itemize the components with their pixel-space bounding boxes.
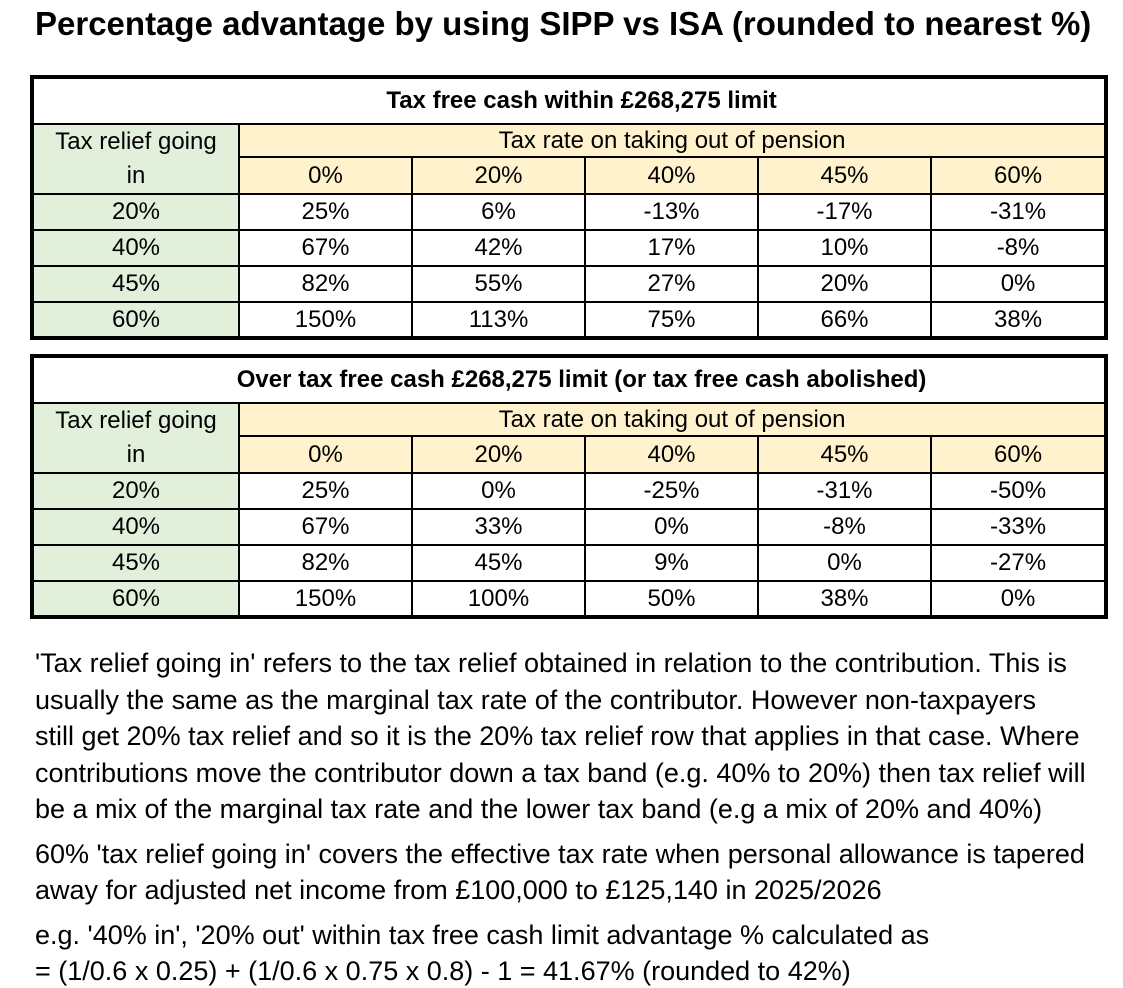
value-cell: 42% — [412, 230, 585, 266]
column-header: 0% — [239, 157, 412, 194]
value-cell: 38% — [931, 302, 1106, 338]
value-cell: 0% — [412, 473, 585, 509]
row-axis-label: Tax relief going in — [55, 128, 217, 189]
value-cell: 9% — [585, 545, 758, 581]
table-row — [32, 266, 1106, 302]
row-label-cell: 20% — [32, 473, 239, 509]
document-page — [0, 5, 1123, 988]
column-header: 0% — [239, 436, 412, 473]
value-cell: 150% — [239, 302, 412, 338]
value-cell: 66% — [758, 302, 931, 338]
row-label-cell: 60% — [32, 581, 239, 617]
row-label-cell: 40% — [32, 230, 239, 266]
value-cell: -17% — [758, 194, 931, 230]
note-line: 'Tax relief going in' refers to the tax relief obtained in relation to the contribution. This is — [35, 648, 1067, 678]
page-title: Percentage advantage by using SIPP vs ISA (rounded to nearest %) — [35, 5, 1092, 42]
value-cell: 82% — [239, 545, 412, 581]
value-cell: 113% — [412, 302, 585, 338]
value-cell: 38% — [758, 581, 931, 617]
value-cell: 27% — [585, 266, 758, 302]
value-cell: 100% — [412, 581, 585, 617]
value-cell: -31% — [758, 473, 931, 509]
value-cell: -8% — [758, 509, 931, 545]
column-header: 40% — [585, 157, 758, 194]
column-header: 20% — [412, 157, 585, 194]
table-over-tax-free-limit — [30, 354, 1108, 619]
value-cell: 25% — [239, 194, 412, 230]
table-row — [32, 302, 1106, 338]
table-within-tax-free-limit — [30, 75, 1108, 340]
note-line: 60% 'tax relief going in' covers the effective tax rate when personal allowance is tapered — [35, 838, 1085, 869]
value-cell: 17% — [585, 230, 758, 266]
note-line: e.g. '40% in', '20% out' within tax free cash limit advantage % calculated as — [35, 919, 930, 950]
note-line: = (1/0.6 x 0.25) + (1/0.6 x 0.75 x 0.8) - 1 = 41.67% (rounded to 42%) — [35, 956, 851, 986]
value-cell: 0% — [931, 581, 1106, 617]
column-header: 45% — [758, 157, 931, 194]
table-title-row — [32, 356, 1106, 403]
row-axis-label: Tax relief going in — [55, 407, 217, 468]
value-cell: -13% — [585, 194, 758, 230]
note-line: usually the same as the marginal tax rate of the contributor. However non-taxpayers — [35, 684, 1037, 715]
value-cell: 45% — [412, 545, 585, 581]
value-cell: -50% — [931, 473, 1106, 509]
value-cell: 33% — [412, 509, 585, 545]
note-line: away for adjusted net income from £100,000 to £125,140 in 2025/2026 — [35, 875, 882, 905]
table-title: Over tax free cash £268,275 limit (or tax free cash abolished) — [32, 356, 1106, 403]
row-label-cell: 45% — [32, 266, 239, 302]
value-cell: 25% — [239, 473, 412, 509]
table-row — [32, 473, 1106, 509]
note-tax-relief-definition — [35, 645, 1123, 828]
value-cell: -27% — [931, 545, 1106, 581]
value-cell: 20% — [758, 266, 931, 302]
table-row — [32, 194, 1106, 230]
value-cell: -33% — [931, 509, 1106, 545]
value-cell: -8% — [931, 230, 1106, 266]
value-cell: 0% — [585, 509, 758, 545]
row-label-cell: 60% — [32, 302, 239, 338]
note-line: be a mix of the marginal tax rate and the lower tax band (e.g a mix of 20% and 40%) — [35, 794, 1043, 824]
column-group-header-row — [32, 124, 1106, 157]
value-cell: 67% — [239, 230, 412, 266]
value-cell: -25% — [585, 473, 758, 509]
column-header: 60% — [931, 436, 1106, 473]
note-example-calculation — [35, 917, 1123, 988]
note-line: contributions move the contributor down a tax band (e.g. 40% to 20%) then tax relief will — [35, 757, 1086, 788]
footnotes — [35, 645, 1123, 988]
note-60-percent-taper — [35, 836, 1123, 909]
table-row — [32, 230, 1106, 266]
column-header: 45% — [758, 436, 931, 473]
column-group-header-row — [32, 403, 1106, 436]
value-cell: -31% — [931, 194, 1106, 230]
row-axis-header-cell — [32, 403, 239, 473]
column-header: 20% — [412, 436, 585, 473]
value-cell: 0% — [931, 266, 1106, 302]
row-axis-header-cell — [32, 124, 239, 194]
value-cell: 50% — [585, 581, 758, 617]
value-cell: 10% — [758, 230, 931, 266]
row-label-cell: 20% — [32, 194, 239, 230]
table-row — [32, 581, 1106, 617]
row-label-cell: 40% — [32, 509, 239, 545]
note-line: still get 20% tax relief and so it is the 20% tax relief row that applies in that case. Where — [35, 721, 1080, 751]
column-header: 60% — [931, 157, 1106, 194]
column-header: 40% — [585, 436, 758, 473]
value-cell: 6% — [412, 194, 585, 230]
table-title: Tax free cash within £268,275 limit — [32, 77, 1106, 124]
value-cell: 150% — [239, 581, 412, 617]
value-cell: 75% — [585, 302, 758, 338]
value-cell: 0% — [758, 545, 931, 581]
table-title-row — [32, 77, 1106, 124]
value-cell: 82% — [239, 266, 412, 302]
col-axis-label: Tax rate on taking out of pension — [239, 124, 1106, 157]
table-row — [32, 509, 1106, 545]
row-label-cell: 45% — [32, 545, 239, 581]
col-axis-label: Tax rate on taking out of pension — [239, 403, 1106, 436]
value-cell: 67% — [239, 509, 412, 545]
value-cell: 55% — [412, 266, 585, 302]
table-row — [32, 545, 1106, 581]
